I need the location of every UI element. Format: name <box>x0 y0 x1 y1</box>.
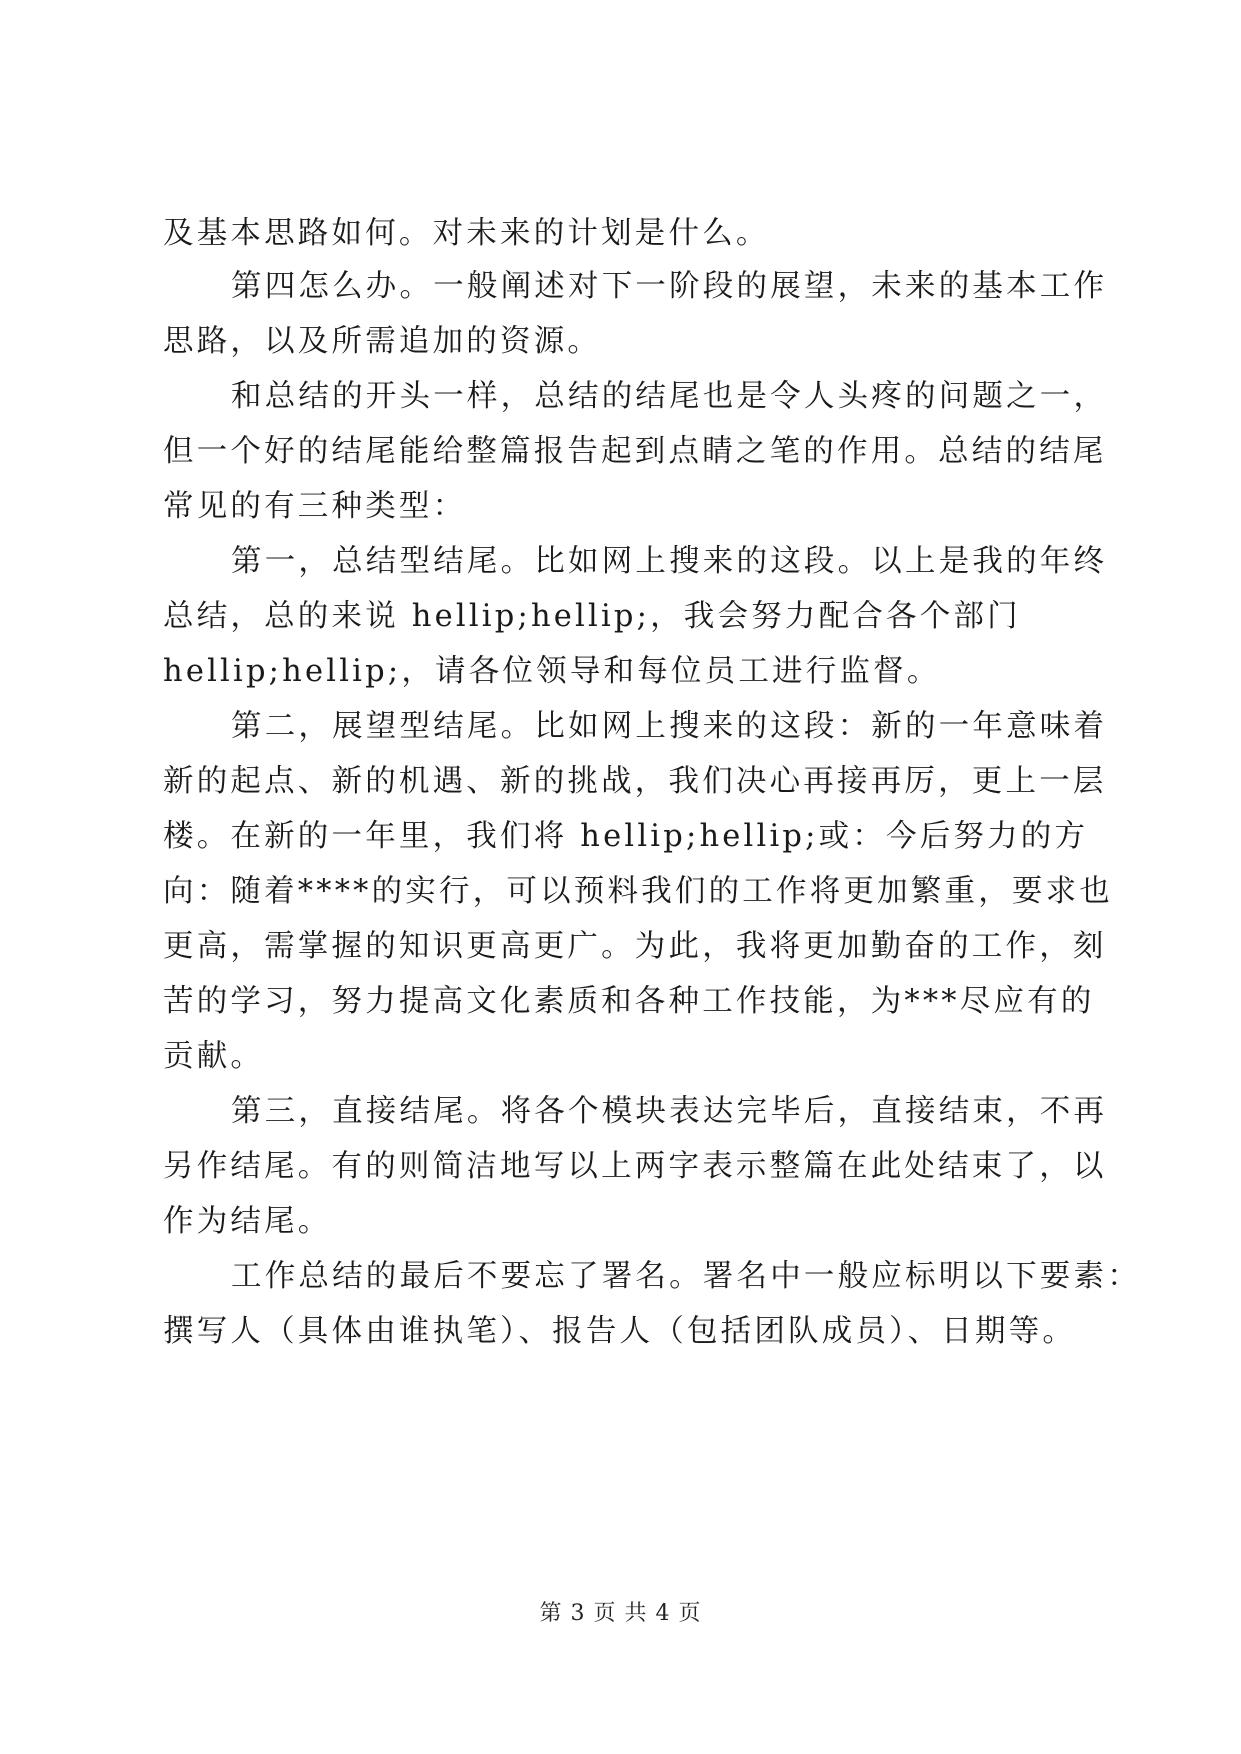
paragraph-line: 总结，总的来说 hellip;hellip;，我会努力配合各个部门 <box>163 599 1021 634</box>
paragraph-line: 第三，直接结尾。将各个模块表达完毕后，直接结束，不再 <box>231 1094 1108 1129</box>
paragraph-line: 贡献。 <box>163 1039 265 1074</box>
paragraph-line: 及基本思路如何。对未来的计划是什么。 <box>163 216 770 251</box>
paragraph-line: 更高，需掌握的知识更高更广。为此，我将更加勤奋的工作，刻 <box>163 929 1107 964</box>
paragraph-line: 常见的有三种类型： <box>163 489 467 524</box>
paragraph-line: 向：随着****的实行，可以预料我们的工作将更加繁重，要求也 <box>163 874 1113 909</box>
paragraph-line: 另作结尾。有的则简洁地写以上两字表示整篇在此处结束了，以 <box>163 1149 1107 1184</box>
paragraph-line: 楼。在新的一年里，我们将 hellip;hellip;或：今后努力的方 <box>163 819 1089 854</box>
paragraph-line: 第一，总结型结尾。比如网上搜来的这段。以上是我的年终 <box>231 544 1108 579</box>
paragraph-line: 作为结尾。 <box>163 1204 332 1239</box>
paragraph-line: 工作总结的最后不要忘了署名。署名中一般应标明以下要素： <box>231 1259 1141 1294</box>
paragraph-line: 撰写人（具体由谁执笔）、报告人（包括团队成员）、日期等。 <box>163 1314 1077 1349</box>
paragraph-line: 第四怎么办。一般阐述对下一阶段的展望，未来的基本工作 <box>231 269 1108 304</box>
paragraph-line: hellip;hellip;，请各位领导和每位员工进行监督。 <box>163 654 941 689</box>
paragraph-line: 但一个好的结尾能给整篇报告起到点睛之笔的作用。总结的结尾 <box>163 434 1107 469</box>
page-number-footer: 第 3 页 共 4 页 <box>539 1601 702 1626</box>
paragraph-line: 思路，以及所需追加的资源。 <box>163 324 602 359</box>
paragraph-line: 和总结的开头一样，总结的结尾也是令人头疼的问题之一， <box>231 379 1108 414</box>
paragraph-line: 第二，展望型结尾。比如网上搜来的这段：新的一年意味着 <box>231 709 1108 744</box>
paragraph-line: 新的起点、新的机遇、新的挑战，我们决心再接再厉，更上一层 <box>163 764 1107 799</box>
paragraph-line: 苦的学习，努力提高文化素质和各种工作技能，为***尽应有的 <box>163 984 1095 1019</box>
